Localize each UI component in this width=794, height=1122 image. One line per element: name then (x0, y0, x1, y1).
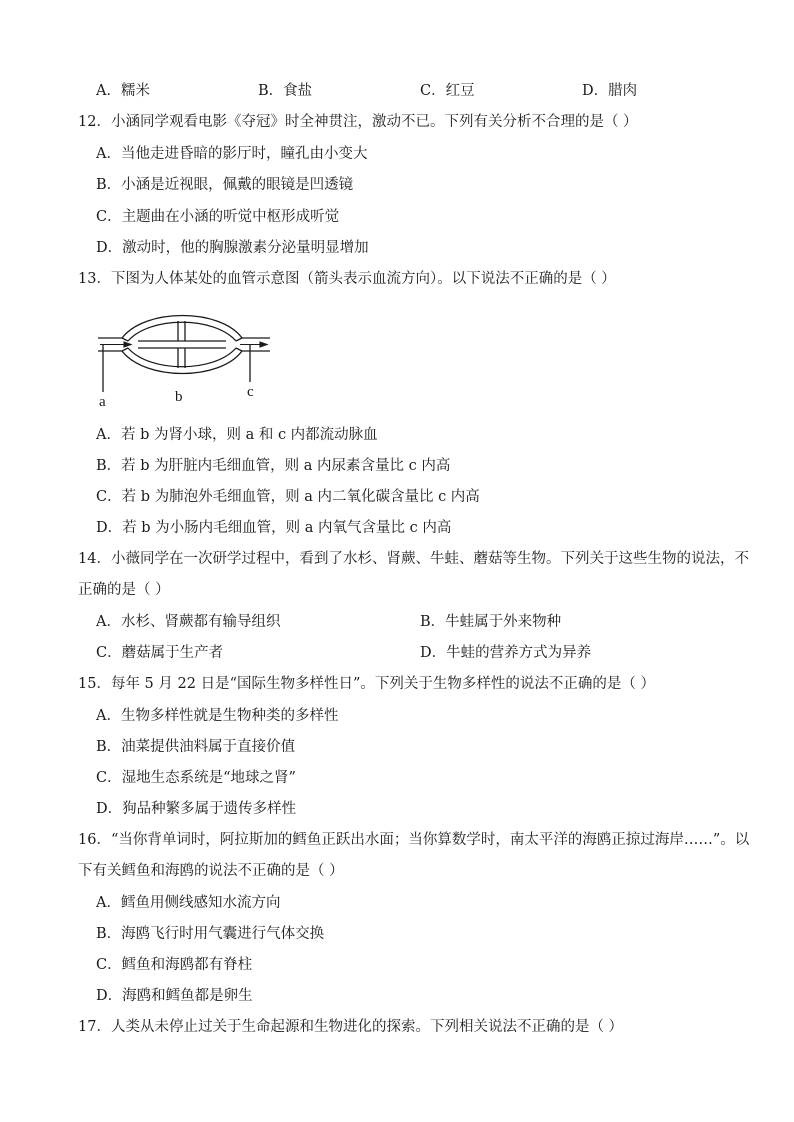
q13-option-d: D．若 b 为小肠内毛细血管，则 a 内氧气含量比 c 内高 (96, 520, 452, 536)
q14-option-a: A．水杉、肾蕨都有输导组织 (96, 614, 281, 630)
q16-option-d: D．海鸥和鳕鱼都是卵生 (96, 988, 253, 1004)
q15-option-c: C．湿地生态系统是“地球之肾” (96, 770, 296, 786)
q14-option-b: B．牛蛙属于外来物种 (420, 614, 562, 630)
q11-option-a: A．糯米 (96, 83, 150, 99)
q15-option-a: A．生物多样性就是生物种类的多样性 (96, 708, 339, 724)
q15-stem: 15．每年 5 月 22 日是“国际生物多样性日”。下列关于生物多样性的说法不正确的是（ ） (78, 676, 655, 692)
q11-option-c: C．红豆 (420, 83, 475, 99)
q14-stem-line2: 正确的是（ ） (78, 582, 170, 598)
blood-vessel-diagram (90, 304, 280, 410)
q15-option-b: B．油菜提供油料属于直接价值 (96, 739, 296, 755)
q12-option-c: C．主题曲在小涵的听觉中枢形成听觉 (96, 209, 340, 225)
q13-stem: 13．下图为人体某处的血管示意图（箭头表示血流方向）。以下说法不正确的是（ ） (78, 271, 616, 287)
q16-option-a: A．鳕鱼用侧线感知水流方向 (96, 895, 281, 911)
q11-options (0, 81, 794, 101)
q17-stem: 17．人类从未停止过关于生命起源和生物进化的探索。下列相关说法不正确的是（ ） (78, 1019, 624, 1035)
q11-option-b: B．食盐 (258, 83, 313, 99)
q13-option-a: A．若 b 为肾小球，则 a 和 c 内都流动脉血 (96, 427, 378, 443)
label-a: a (99, 394, 106, 410)
q16-option-c: C．鳕鱼和海鸥都有脊柱 (96, 957, 253, 973)
q13-option-b: B．若 b 为肝脏内毛细血管，则 a 内尿素含量比 c 内高 (96, 458, 451, 474)
q16-stem-line1: 16．“当你背单词时，阿拉斯加的鳕鱼正跃出水面；当你算数学时，南太平洋的海鸥正掠过海岸……”。以 (78, 832, 750, 848)
label-b: b (175, 389, 183, 405)
q16-option-b: B．海鸥飞行时用气囊进行气体交换 (96, 926, 325, 942)
q11-option-d: D．腊肉 (582, 83, 638, 99)
q14-option-d: D．牛蛙的营养方式为异养 (420, 645, 592, 661)
q14-option-c: C．蘑菇属于生产者 (96, 645, 224, 661)
q12-stem: 12．小涵同学观看电影《夺冠》时全神贯注，激动不已。下列有关分析不合理的是（ ） (78, 114, 638, 130)
q14-stem-line1: 14．小薇同学在一次研学过程中，看到了水杉、肾蕨、牛蛙、蘑菇等生物。下列关于这些生物的说法，不 (78, 551, 749, 567)
q12-option-d: D．激动时，他的胸腺激素分泌量明显增加 (96, 240, 369, 256)
q13-option-c: C．若 b 为肺泡外毛细血管，则 a 内二氧化碳含量比 c 内高 (96, 489, 480, 505)
q15-option-d: D．狗品种繁多属于遗传多样性 (96, 801, 297, 817)
q12-option-b: B．小涵是近视眼，佩戴的眼镜是凹透镜 (96, 177, 354, 193)
q12-option-a: A．当他走进昏暗的影厅时，瞳孔由小变大 (96, 146, 368, 162)
flow-arrows (100, 342, 267, 347)
label-c: c (247, 384, 254, 400)
q16-stem-line2: 下有关鳕鱼和海鸥的说法不正确的是（ ） (78, 863, 344, 879)
